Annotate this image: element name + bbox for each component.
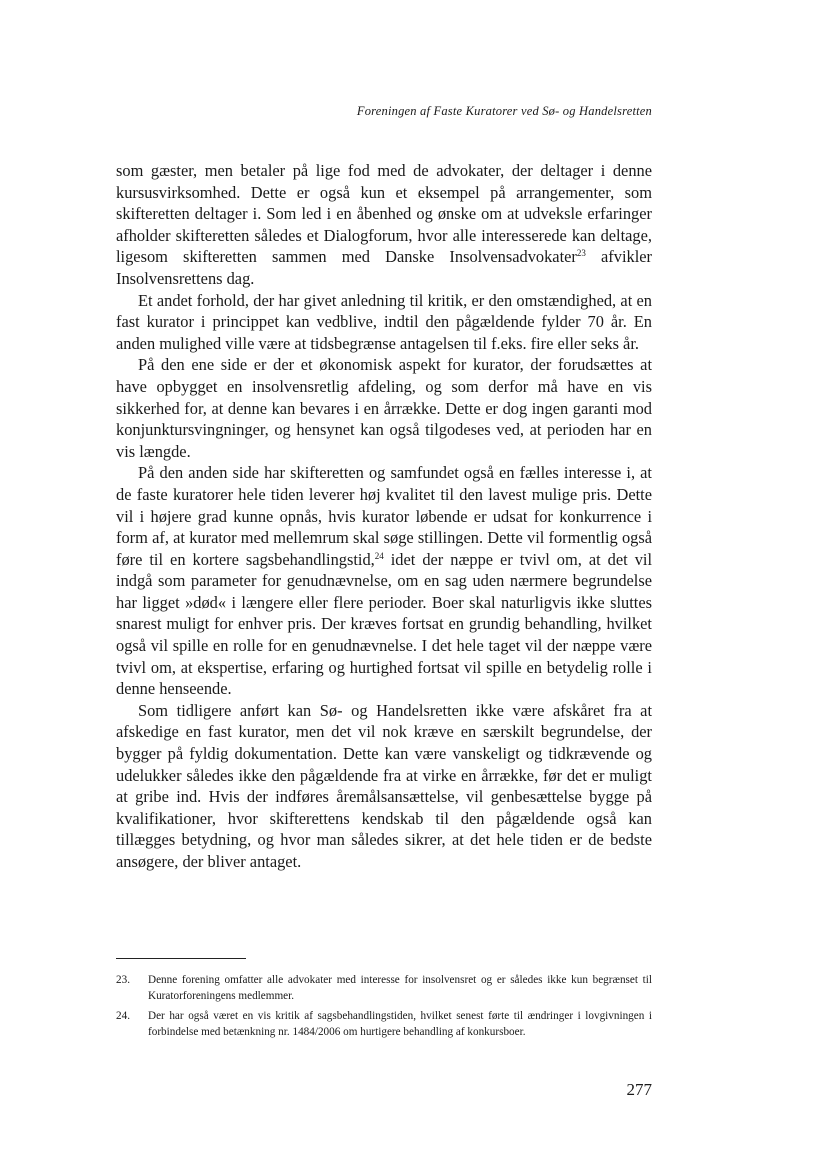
footnote-number: 23. xyxy=(116,974,130,986)
footnote-23 xyxy=(116,972,652,1004)
paragraph-5: Som tidligere anført kan Sø- og Handelsretten ikke være afskåret fra at afskedige en fast kurator, men det vil nok kræve en særskilt begrundelse, der bygger på fyldig dokumentation. Dette kan være vanskeligt og tidkrævende og udelukker således ikke den pågældende fra at virke en årrække, før det er muligt at gribe ind. Hvis der indføres åremålsansættelse, vil genbesættelse bygge på kvalifikationer, hvor skifterettens kendskab til den pågældende også kan tillægges betydning, og hvor man således sikrer, at det hele tiden er de bedste ansøgere, der bliver antaget. xyxy=(116,700,652,871)
footnote-ref-23[interactable]: 23 xyxy=(576,248,586,259)
body-text xyxy=(116,160,652,873)
paragraph-4-text-end: idet der næppe er tvivl om, at det vil indgå som parameter for genudnævnelse, om en sag uden nærmere begrundelse har ligget »død« i længere eller flere perioder. Boer skal naturligvis ikke sluttes snarest muligt for enhver pris. Der kræves fortsat en grundig behandling, hvilket også vil spille en rolle for en genudnævnelse. I det hele taget vil der næppe være tvivl om, at ekspertise, erfaring og hurtighed fortsat vil spille en betydelig rolle i denne henseende. xyxy=(116,549,652,699)
footnote-text: Der har også været en vis kritik af sagsbehandlingstiden, hvilket senest førte til ændringer i lovgivningen i forbindelse med betænkning nr. 1484/2006 om hurtigere behandling af konkursboer. xyxy=(148,1010,652,1038)
paragraph-4-text: På den anden side har skifteretten og samfundet også en fælles interesse i, at de faste kuratorer hele tiden leverer høj kvalitet til den lavest mulige pris. Dette vil i højere grad kunne opnås, hvis kurator løbende er udsat for konkurrence i form af, at kurator med mellemrum skal søge stillingen. Dette vil formentlig også føre til en kortere sagsbehandlingstid, xyxy=(116,463,652,569)
running-head: Foreningen af Faste Kuratorer ved Sø- og Handelsretten xyxy=(356,104,652,118)
footnote-text: Denne forening omfatter alle advokater med interesse for insolvensret og er således ikke kun begrænset til Kuratorforeningens medlemmer. xyxy=(148,974,652,1002)
paragraph-1-text-end: afvikler Insolvensrettens dag. xyxy=(116,247,652,288)
paragraph-3: På den ene side er der et økonomisk aspekt for kurator, der forudsættes at have opbygget en insolvensretlig afdeling, og som derfor må have en vis sikkerhed for, at denne kan bevares i en årrække. Dette er dog ingen garanti mod konjunktursvingninger, og hensynet kan også tilgodeses ved, at perioden har en vis længde. xyxy=(116,355,652,461)
footnote-24 xyxy=(116,1008,652,1040)
footnotes xyxy=(116,972,652,1044)
footnote-number: 24. xyxy=(116,1010,130,1022)
paragraph-1-text: som gæster, men betaler på lige fod med de advokater, der deltager i denne kursusvirksomhed. Dette er også kun et eksempel på arrangementer, som skifteretten deltager i. Som led i en åbenhed og ønske om at udveksle erfaringer afholder skifteretten således et Dialogforum, hvor alle interesserede kan deltage, ligesom skifteretten sammen med Danske Insolvensadvokater xyxy=(116,161,652,267)
footnote-ref-24[interactable]: 24 xyxy=(374,550,384,561)
paragraph-4 xyxy=(116,462,652,700)
page-number: 277 xyxy=(626,1080,652,1099)
paragraph-2: Et andet forhold, der har givet anledning til kritik, er den omstændighed, at en fast kurator i princippet kan vedblive, indtil den pågældende fylder 70 år. En anden mulighed ville være at tidsbegrænse antagelsen til f.eks. fire eller seks år. xyxy=(116,290,652,353)
footnote-divider xyxy=(116,958,246,959)
paragraph-1 xyxy=(116,160,652,290)
